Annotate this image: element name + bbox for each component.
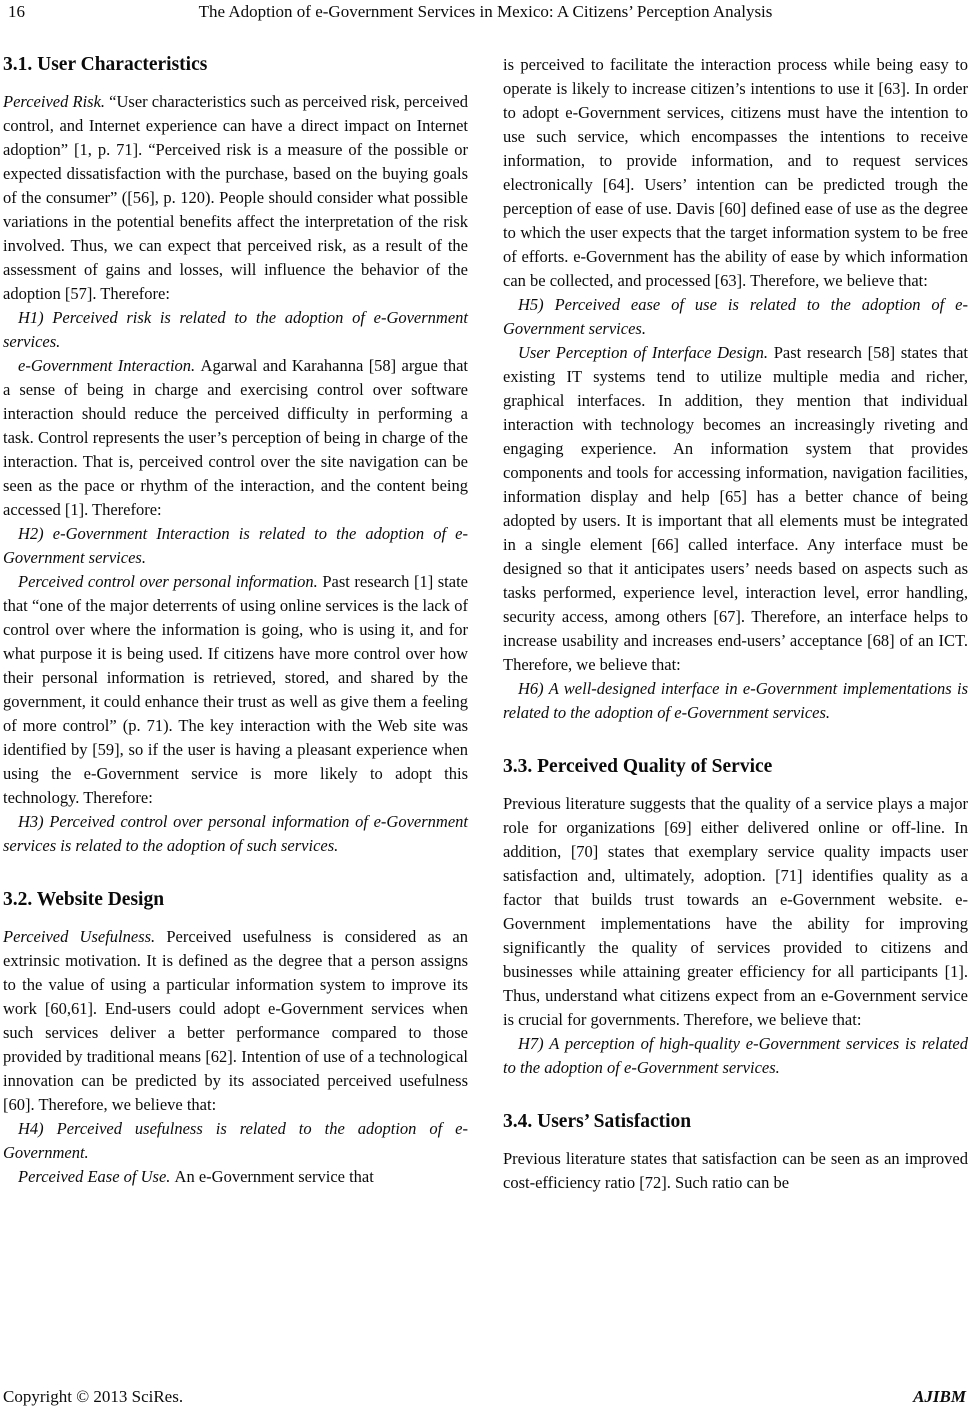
page-number: 16 bbox=[8, 2, 25, 21]
hypothesis-h3: H3) Perceived control over personal information of e-Government services is related to the adoption of such services. bbox=[3, 812, 468, 855]
paragraph-perceived-risk bbox=[3, 90, 468, 306]
paragraph-text: is perceived to facilitate the interaction process while being easy to operate is likely to increase citizen’s intentions to use it [63]. In order to adopt e-Government services, citizens must have the intention to use such service, which encompasses the intentions to receive information, to provide information, and to request services electronically [64]. Users’ intention can be predicted trough the perception of ease of use. Davis [60] defined ease of use as the degree to which the user expects that the target information system to be free of efforts. e-Government has the ability of ease by which information can be collected, and processed [63]. Therefore, we believe that: bbox=[503, 55, 968, 290]
hypothesis-h1: H1) Perceived risk is related to the adoption of e-Government services. bbox=[3, 308, 468, 351]
paragraph-text: Agarwal and Karahanna [58] argue that a sense of being in charge and exercising control over software interaction should reduce the perceived difficulty in performing a task. Control represents the user’s perception of being in charge of the interaction. That is, perceived control over the site navigation can be seen as the pace or rhythm of the interaction, and the content being accessed [1]. Therefore: bbox=[3, 356, 468, 519]
paragraph-ease-of-use-continued bbox=[503, 53, 968, 293]
hypothesis-h4: H4) Perceived usefulness is related to the adoption of e-Government. bbox=[3, 1119, 468, 1162]
paragraph-perceived-control bbox=[3, 570, 468, 810]
paragraph-text: Past research [1] state that “one of the major deterrents of using online services is the lack of control over where the information is going, who is using it, and for what purpose it is being used. If citizens have more control over how their personal information is retrieved, stored, and shared by the government, it could enhance their trust as well as give them a feeling of more control” (p. 71). The key interaction with the Web site was identified by [59], so if the user is having a pleasant experience when using the e-Government service is more likely to adopt this technology. Therefore: bbox=[3, 572, 468, 807]
hypothesis-h6: H6) A well-designed interface in e-Government implementations is related to the adoption of e-Government services. bbox=[503, 679, 968, 722]
paragraph-text: “User characteristics such as perceived risk, perceived control, and Internet experience can have a direct impact on Internet adoption” [1, p. 71]. “Perceived risk is a measure of the possible or expected dissatisfaction with the purchase, based on the buying goals of the consumer” ([56], p. 120). People should consider what possible variations in the potential benefits affect the interpretation of the risk involved. Thus, we can expect that perceived risk, as a result of the assessment of gains and losses, will influence the behavior of the adoption [57]. Therefore: bbox=[3, 92, 468, 303]
journal-abbreviation: AJIBM bbox=[913, 1387, 966, 1406]
section-heading-3-2: 3.2. Website Design bbox=[3, 889, 165, 910]
paragraph-text: Perceived usefulness is considered as an extrinsic motivation. It is defined as the degree that a person assigns to the value of using a particular information system to improve its work [60,61]. End-users could adopt e-Government services when such services deliver a better performance compared to those provided by traditional means [62]. Intention of use of a technological innovation can be predicted by its associated perceived usefulness [60]. Therefore, we believe that: bbox=[3, 927, 468, 1114]
paragraph-egov-interaction bbox=[3, 354, 468, 522]
paragraph-lead: Perceived Ease of Use. bbox=[18, 1167, 175, 1186]
page-body bbox=[3, 53, 967, 1195]
paragraph-quality-of-service bbox=[503, 792, 968, 1032]
paragraph-text: Previous literature suggests that the quality of a service plays a major role for organizations [69] either delivered online or off-line. In addition, [70] states that exemplary service quality impacts user satisfaction and, ultimately, adoption. [71] identifies quality as a factor that builds trust towards an e-Government website. e-Government implementations have the ability for improving significantly the quality of services provided to citizens and businesses while attaining greater efficiency for all participants [1]. Thus, understand what citizens expect from an e-Government service is crucial for governments. Therefore, we believe that: bbox=[503, 794, 968, 1029]
running-head bbox=[0, 2, 971, 26]
paragraph-lead: User Perception of Interface Design. bbox=[518, 343, 774, 362]
paragraph-lead: Perceived control over personal information. bbox=[18, 572, 323, 591]
paragraph-interface-design bbox=[503, 341, 968, 677]
page-title: The Adoption of e-Government Services in Mexico: A Citizens’ Perception Analysis bbox=[198, 2, 773, 21]
paragraph-text: Previous literature states that satisfaction can be seen as an improved cost-efficiency ratio [72]. Such ratio can be bbox=[503, 1149, 968, 1192]
page-footer bbox=[3, 1387, 966, 1409]
paragraph-text: An e-Government service that bbox=[174, 1167, 374, 1186]
left-column bbox=[3, 53, 468, 1195]
paragraph-text: Past research [58] states that existing IT systems tend to utilize multiple media and richer, graphical interfaces. In addition, they mention that individual interaction with technology becomes an increasingly riveting and engaging experience. An information system that provides components and tools for accessing information, navigation facilities, information display and help [65] has a better chance of being adopted by users. It is important that all elements must be integrated in a single element [66] called interface. Any interface must be designed so that it anticipates users’ needs based on aspects such as tasks performed, experience level, interaction level, error handling, security access, among others [67]. Therefore, an interface helps to increase usability and increases end-users’ acceptance [68] of an ICT. Therefore, we believe that: bbox=[503, 343, 968, 674]
paragraph-perceived-usefulness bbox=[3, 925, 468, 1117]
hypothesis-h2: H2) e-Government Interaction is related to the adoption of e-Government services. bbox=[3, 524, 468, 567]
paragraph-lead: e-Government Interaction. bbox=[18, 356, 201, 375]
paragraph-users-satisfaction bbox=[503, 1147, 968, 1195]
section-heading-3-1: 3.1. User Characteristics bbox=[3, 54, 208, 75]
paragraph-lead: Perceived Risk. bbox=[3, 92, 110, 111]
paragraph-perceived-ease-of-use bbox=[3, 1165, 468, 1189]
paragraph-lead: Perceived Usefulness. bbox=[3, 927, 167, 946]
section-heading-3-3: 3.3. Perceived Quality of Service bbox=[503, 756, 773, 777]
hypothesis-h7: H7) A perception of high-quality e-Government services is related to the adoption of e-Government services. bbox=[503, 1034, 968, 1077]
right-column bbox=[503, 53, 968, 1195]
hypothesis-h5: H5) Perceived ease of use is related to the adoption of e-Government services. bbox=[503, 295, 968, 338]
copyright-notice: Copyright © 2013 SciRes. bbox=[3, 1387, 184, 1406]
section-heading-3-4: 3.4. Users’ Satisfaction bbox=[503, 1111, 692, 1132]
